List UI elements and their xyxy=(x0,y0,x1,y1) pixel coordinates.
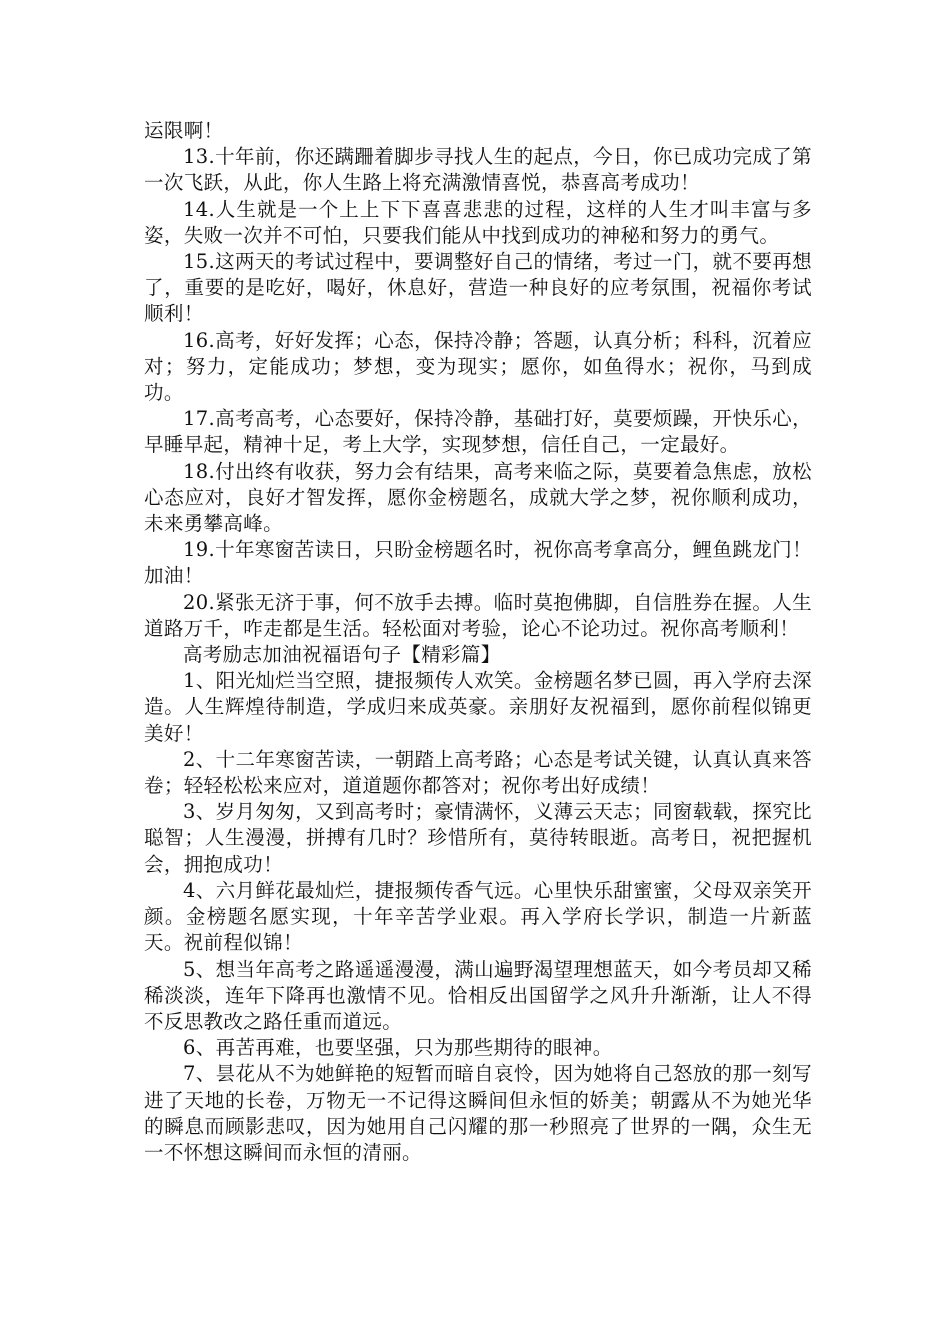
paragraph: 高考励志加油祝福语句子【精彩篇】 xyxy=(183,643,501,667)
paragraph: 运限啊！ xyxy=(144,119,224,142)
paragraph: 4、六月鲜花最灿烂，捷报频传香气远。心里快乐甜蜜蜜，父母双亲笑开颜。金榜题名愿实现，十年辛苦学业艰。再入学府长学识，制造一片新蓝天。祝前程似锦！ xyxy=(144,878,812,955)
paragraph: 15.这两天的考试过程中，要调整好自己的情绪，考过一门，就不要再想了，重要的是吃好，喝好，休息好，营造一种良好的应考氛围，祝福你考试顺利！ xyxy=(144,250,812,326)
paragraph: 1、阳光灿烂当空照，捷报频传人欢笑。金榜题名梦已圆，再入学府去深造。人生辉煌待制造，学成归来成英豪。亲朋好友祝福到，愿你前程似锦更美好！ xyxy=(144,669,812,745)
paragraph: 20.紧张无济于事，何不放手去搏。临时莫抱佛脚，自信胜券在握。人生道路万千，咋走都是生活。轻松面对考验，论心不论功过。祝你高考顺利！ xyxy=(144,590,812,640)
paragraph: 19.十年寒窗苦读日，只盼金榜题名时，祝你高考拿高分，鲤鱼跳龙门！加油！ xyxy=(144,538,812,588)
document-body xyxy=(144,118,812,1166)
paragraph: 16.高考，好好发挥；心态，保持冷静；答题，认真分析；科科，沉着应对；努力，定能成功；梦想，变为现实；愿你，如鱼得水；祝你，马到成功。 xyxy=(144,328,812,405)
paragraph: 14.人生就是一个上上下下喜喜悲悲的过程，这样的人生才叫丰富与多姿，失败一次并不可怕，只要我们能从中找到成功的神秘和努力的勇气。 xyxy=(144,197,812,247)
paragraph: 3、岁月匆匆，又到高考时；豪情满怀，义薄云天志；同窗载载，探究比聪智；人生漫漫，拼搏有几时？珍惜所有，莫待转眼逝。高考日，祝把握机会，拥抱成功！ xyxy=(144,800,812,876)
paragraph: 2、十二年寒窗苦读，一朝踏上高考路；心态是考试关键，认真认真来答卷；轻轻松松来应对，道道题你都答对；祝你考出好成绩！ xyxy=(144,747,812,798)
paragraph: 17.高考高考，心态要好，保持冷静，基础打好，莫要烦躁，开快乐心，早睡早起，精神十足，考上大学，实现梦想，信任自己，一定最好。 xyxy=(144,407,812,457)
paragraph: 7、昙花从不为她鲜艳的短暂而暗自哀怜，因为她将自己怒放的那一刻写进了天地的长卷，万物无一不记得这瞬间但永恒的娇美；朝露从不为她光华的瞬息而顾影悲叹，因为她用自己闪耀的那一秒照亮了世界的一隅，众生无一不怀想这瞬间而永恒的清丽。 xyxy=(144,1062,812,1164)
paragraph: 6、再苦再难，也要坚强，只为那些期待的眼神。 xyxy=(183,1036,613,1060)
paragraph: 18.付出终有收获，努力会有结果，高考来临之际，莫要着急焦虑，放松心态应对，良好才智发挥，愿你金榜题名，成就大学之梦，祝你顺利成功，未来勇攀高峰。 xyxy=(144,459,812,536)
paragraph: 5、想当年高考之路遥遥漫漫，满山遍野渴望理想蓝天，如今考员却又稀稀淡淡，连年下降再也激情不见。恰相反出国留学之风升升渐渐，让人不得不反思教改之路任重而道远。 xyxy=(144,957,812,1033)
paragraph: 13.十年前，你还蹒跚着脚步寻找人生的起点，今日，你已成功完成了第一次飞跃，从此，你人生路上将充满激情喜悦，恭喜高考成功！ xyxy=(144,145,812,195)
